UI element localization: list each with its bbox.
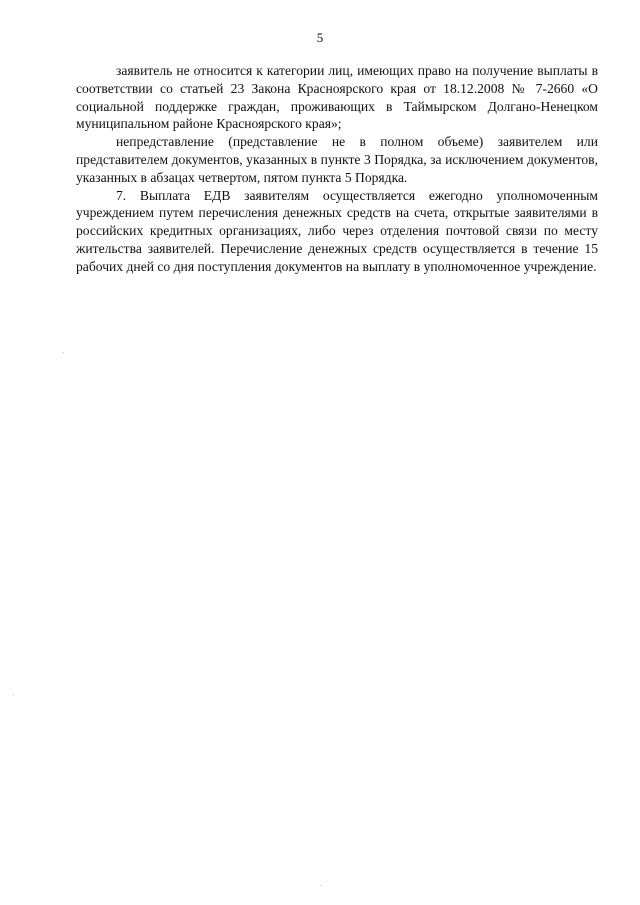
page-number: 5 (316, 30, 324, 45)
scan-speck (320, 885, 321, 886)
document-body (76, 62, 598, 276)
paragraph-payment-clause-7: 7. Выплата ЕДВ заявителям осуществляется ежегодно уполномоченным учреждением путем перечисления денежных средств на счета, открытые заявителями в российских кредитных организациях, либо через отделения почтовой связи по месту жительства заявителей. Перечисление денежных средств осуществляется в течение 15 рабочих дней со дня поступления документов на выплату в уполномоченное учреждение. (76, 187, 598, 274)
paragraph-applicant-ineligible: заявитель не относится к категории лиц, имеющих право на получение выплаты в соответствии со статьей 23 Закона Красноярского края от 18.12.2008 № 7-2660 «О социальной поддержке граждан, проживающих в Таймырском Долгано-Ненецком муниципальном районе Красноярского края»; (76, 63, 598, 132)
scan-speck (13, 694, 14, 695)
paragraph-documents-not-submitted: непредставление (представление не в полном объеме) заявителем или представителем документов, указанных в пункте 3 Порядка, за исключением документов, указанных в абзацах четвертом, пятом пункта 5 Порядка. (76, 134, 598, 185)
scan-speck (63, 352, 64, 353)
